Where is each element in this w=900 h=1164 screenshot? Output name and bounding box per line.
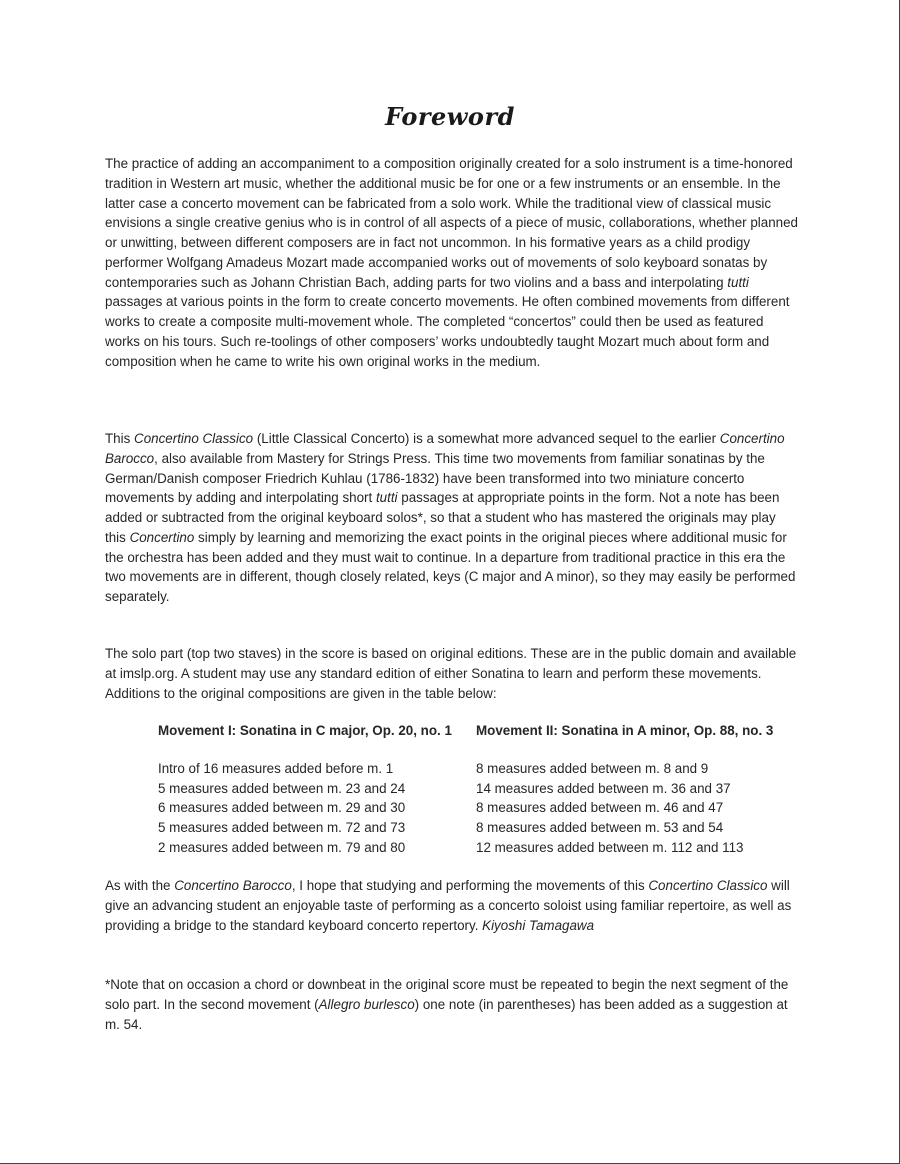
table-row: 5 measures added between m. 23 and 24 [158,780,406,796]
movement-2-column [476,721,773,858]
paragraph-history: The practice of adding an accompaniment to a composition originally created for a solo instrument is a time-honored tradition in Western art music, whether the additional music be for one or a few instruments or an ensemble. In the latter case a concerto movement can be fabricated from a solo work. While the traditional view of classical music envisions a single creative genius who is in control of all aspects of a piece of music, collaborations, whether planned or unwitting, between different composers are in fact not uncommon. In his formative years as a child prodigy performer Wolfgang Amadeus Mozart made accompanied works out of movements of solo keyboard sonatas by contemporaries such as Johann Christian Bach, adding parts for two violins and a bass and interpolating tutti passages at various points in the form to create concerto movements. He often combined movements from different works to create a composite multi-movement whole. The completed “concertos” could then be used as featured works on his tours. Such re-toolings of other composers’ works undoubtedly taught Mozart much about form and composition when he came to write his own original works in the medium. [105,156,798,369]
paragraph-concertino-classico: This Concertino Classico (Little Classical Concerto) is a somewhat more advanced sequel to the earlier Concertino Barocco, also available from Mastery for Strings Press. This time two movements from familiar sonatinas by the German/Danish composer Friedrich Kuhlau (1786-1832) have been transformed into two miniature concerto movements by adding and interpolating short tutti passages at appropriate points in the form. Not a note has been added or subtracted from the original keyboard solos*, so that a student who has mastered the originals may play this Concertino simply by learning and memorizing the exact points in the original pieces where additional music for the orchestra has been added and they must wait to continue. In a departure from traditional practice in this era the two movements are in different, though closely related, keys (C major and A minor), so they may easily be performed separately. [105,431,796,604]
table-row: 14 measures added between m. 36 and 37 [476,780,731,796]
paragraph-solo-part: The solo part (top two staves) in the score is based on original editions. These are in the public domain and available at imslp.org. A student may use any standard edition of either Sonatina to learn and perform these movements. Additions to the original compositions are given in the table below: [105,646,797,701]
paragraph-closing: As with the Concertino Barocco, I hope that studying and performing the movements of this Concertino Classico will give an advancing student an enjoyable taste of performing as a concerto soloist using familiar repertoire, as well as providing a bridge to the standard keyboard concerto repertory. Kiyoshi Tamagawa [105,878,792,933]
movement-1-column [158,721,452,858]
table-row: 5 measures added between m. 72 and 73 [158,820,406,835]
table-row: 8 measures added between m. 46 and 47 [476,800,724,816]
table-row: 6 measures added between m. 29 and 30 [158,800,406,816]
table-row: 8 measures added between m. 8 and 9 [476,760,709,776]
movement-2-heading: Movement II: Sonatina in A minor, Op. 88, no. 3 [476,723,774,738]
paragraph-footnote: *Note that on occasion a chord or downbeat in the original score must be repeated to begin the next segment of the solo part. In the second movement (Allegro burlesco) one note (in parentheses) has been added as a suggestion at m. 54. [105,977,789,1032]
table-row: Intro of 16 measures added before m. 1 [158,760,394,776]
author-signature: Kiyoshi Tamagawa [482,917,595,933]
table-row: 2 measures added between m. 79 and 80 [158,839,406,855]
table-row: 12 measures added between m. 112 and 113 [476,839,744,855]
movement-1-heading: Movement I: Sonatina in C major, Op. 20, no. 1 [158,723,452,738]
page-title: Foreword [385,102,515,131]
table-row: 8 measures added between m. 53 and 54 [476,820,724,835]
